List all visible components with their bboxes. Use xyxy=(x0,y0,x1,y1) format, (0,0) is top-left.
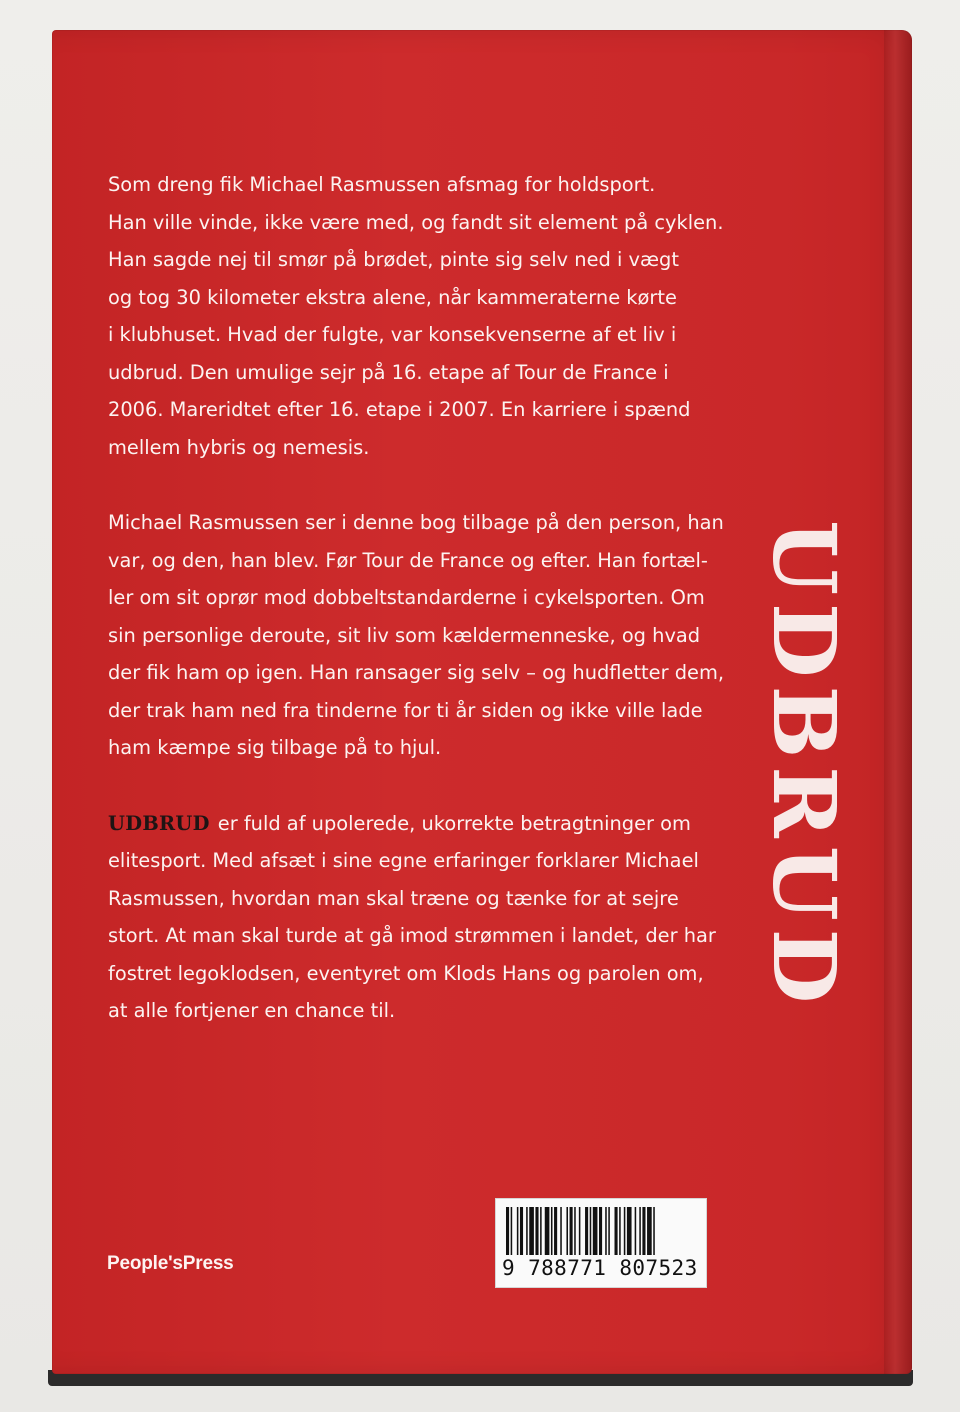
barcode-bar xyxy=(608,1207,610,1255)
blurb-line: 2006. Mareridtet efter 16. etape i 2007. En karriere i spænd xyxy=(108,398,691,421)
blurb-paragraph-3 xyxy=(108,805,768,1030)
blurb-line: var, og den, han blev. Før Tour de France og efter. Han fortæl- xyxy=(108,548,708,572)
blurb-text xyxy=(108,166,768,1068)
book-title-inline: UDBRUD xyxy=(108,811,210,835)
barcode-bar xyxy=(635,1207,637,1255)
isbn-digits: 9 788771 807523 xyxy=(502,1256,698,1280)
blurb-line: elitesport. Med afsæt i sine egne erfaringer forklarer Michael xyxy=(108,849,699,872)
blurb-line: i klubhuset. Hvad der fulgte, var konsekvenserne af et liv i xyxy=(108,323,677,346)
blurb-paragraph-1 xyxy=(108,166,768,466)
barcode-bars xyxy=(504,1207,698,1257)
barcode-bar xyxy=(590,1207,592,1255)
blurb-line: at alle fortjener en chance til. xyxy=(108,999,396,1022)
blurb-line: mellem hybris og nemesis. xyxy=(108,435,370,459)
barcode-bar xyxy=(570,1207,573,1255)
spine-title-text: UDBRUD xyxy=(753,520,854,1012)
barcode-bar xyxy=(551,1207,553,1255)
blurb-line-rest: er fuld af upolerede, ukorrekte betragtninger om xyxy=(217,811,691,835)
barcode-bar xyxy=(647,1207,652,1255)
barcode-bar xyxy=(639,1207,641,1255)
blurb-line: Rasmussen, hvordan man skal træne og tænke for at sejre xyxy=(108,886,679,910)
blurb-line: sin personlige deroute, sit liv som kældermenneske, og hvad xyxy=(108,623,701,647)
blurb-paragraph-2 xyxy=(108,504,768,767)
barcode-bar xyxy=(520,1207,523,1255)
blurb-line: fostret legoklodsen, eventyret om Klods Hans og parolen om, xyxy=(108,961,704,985)
barcode-bar xyxy=(545,1207,550,1255)
barcode-bar xyxy=(593,1207,598,1255)
blurb-line: stort. At man skal turde at gå imod strømmen i landet, der har xyxy=(108,924,716,947)
blurb-line: Michael Rasmussen ser i denne bog tilbage på den person, han xyxy=(108,511,724,534)
publisher-logo: People'sPress xyxy=(107,1253,234,1274)
blurb-line: Som dreng fik Michael Rasmussen afsmag for holdsport. xyxy=(108,173,656,196)
barcode-bar xyxy=(574,1207,576,1255)
barcode-bar xyxy=(560,1207,562,1255)
barcode-bar xyxy=(642,1207,645,1255)
blurb-line: Han sagde nej til smør på brødet, pinte sig selv ned i vægt xyxy=(108,248,679,271)
blurb-line: ler om sit oprør mod dobbeltstandarderne i cykelsporten. Om xyxy=(108,586,705,609)
barcode-bar xyxy=(535,1207,538,1255)
barcode-bar xyxy=(653,1207,655,1255)
barcode-bar xyxy=(624,1207,626,1255)
barcode-bar xyxy=(599,1207,602,1255)
barcode-bar xyxy=(554,1207,557,1255)
barcode-bar xyxy=(585,1207,588,1255)
barcode-bar xyxy=(615,1207,618,1255)
blurb-line: Han ville vinde, ikke være med, og fandt sit element på cyklen. xyxy=(108,210,724,234)
barcode-bar xyxy=(619,1207,621,1255)
blurb-line: der trak ham ned fra tinderne for ti år siden og ikke ville lade xyxy=(108,698,703,722)
blurb-line xyxy=(108,805,768,843)
barcode-bar xyxy=(627,1207,632,1255)
blurb-line: udbrud. Den umulige sejr på 16. etape af Tour de France i xyxy=(108,360,669,384)
barcode-bar xyxy=(526,1207,528,1255)
isbn-barcode xyxy=(495,1198,707,1288)
barcode-bar xyxy=(566,1207,568,1255)
blurb-line: der fik ham op igen. Han ransager sig selv – og hudfletter dem, xyxy=(108,661,725,684)
blurb-line: ham kæmpe sig tilbage på to hjul. xyxy=(108,736,442,759)
barcode-bar xyxy=(529,1207,534,1255)
spine-fold xyxy=(884,30,912,1374)
barcode-bar xyxy=(506,1207,509,1255)
blurb-line: og tog 30 kilometer ekstra alene, når kammeraterne kørte xyxy=(108,285,677,309)
barcode-bar xyxy=(605,1207,607,1255)
barcode-bar xyxy=(540,1207,542,1255)
barcode-bar xyxy=(517,1207,519,1255)
barcode-bar xyxy=(511,1207,513,1255)
barcode-bar xyxy=(579,1207,581,1255)
